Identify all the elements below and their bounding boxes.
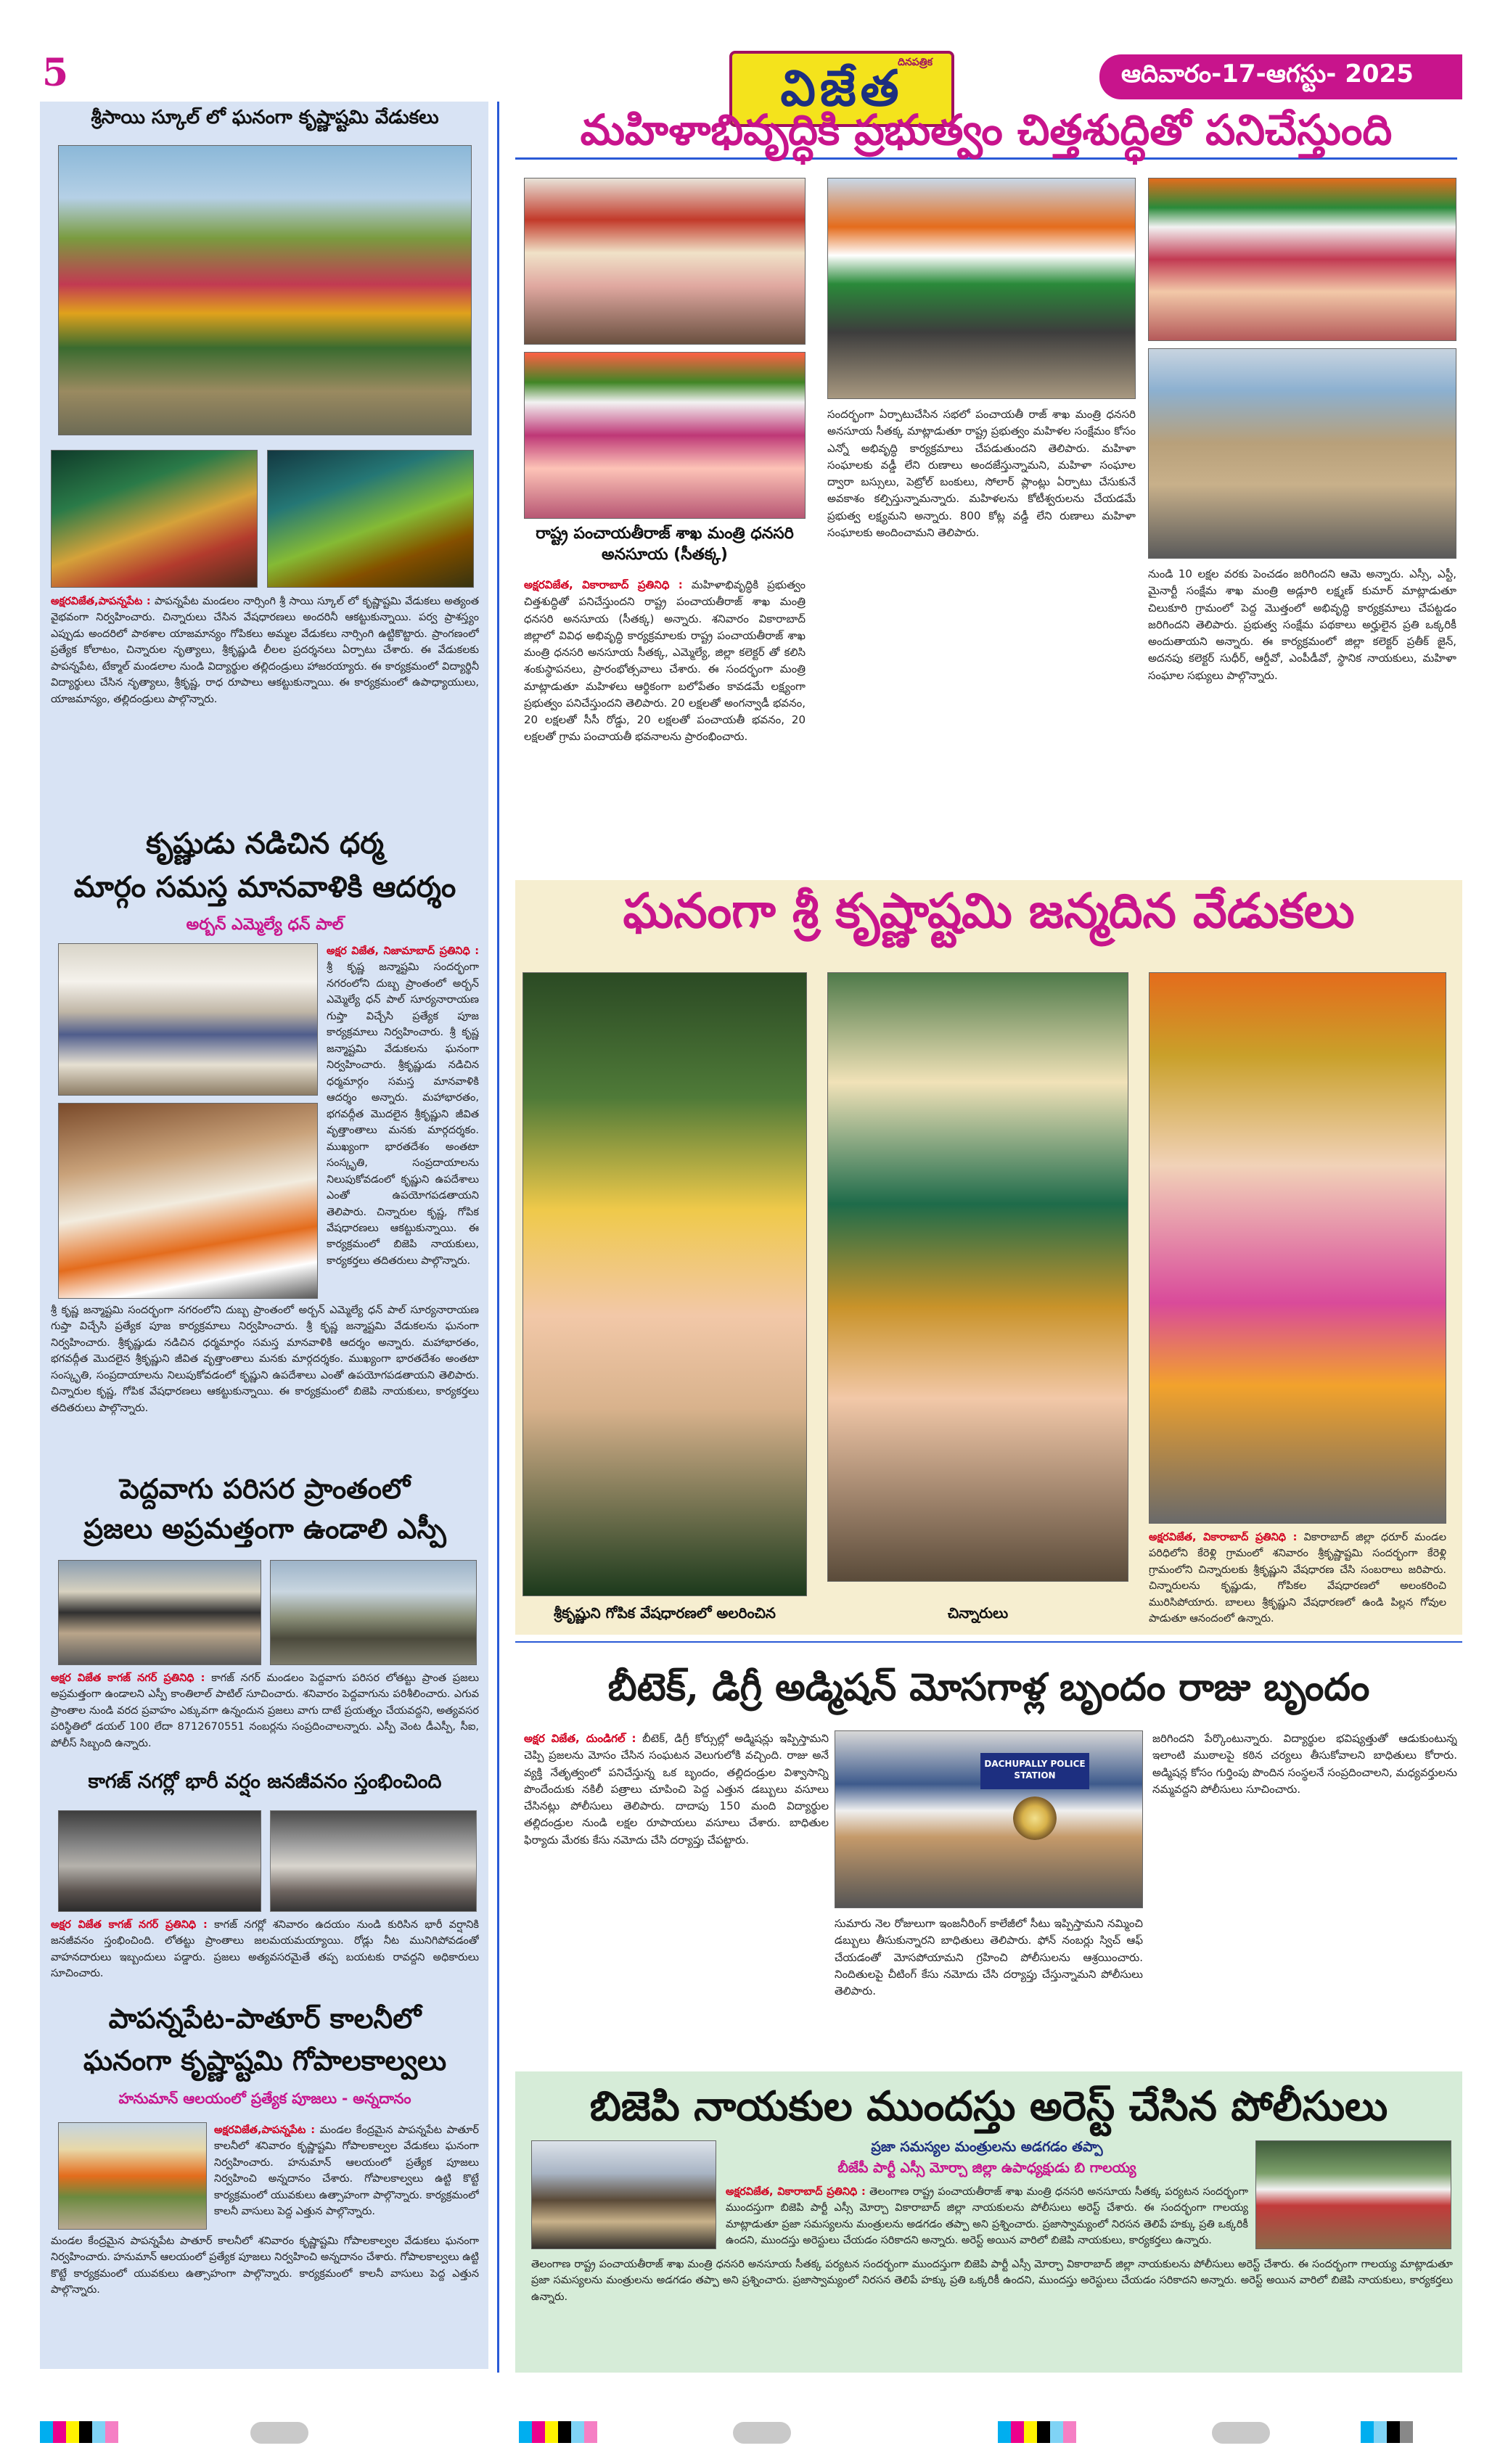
- btech-col2: సుమారు నెల రోజులుగా ఇంజనీరింగ్ కాలేజీలో సీటు ఇప్పిస్తామని నమ్మించి డబ్బులు తీసుకున్నారని బాధితులు తెలిపారు. ఫోన్ నంబర్లు స్విచ్ ఆఫ్ చేయడంతో మోసపోయామని గ్రహించి పోలీసులను ఆశ్రయించారు. నిందితులపై చీటింగ్ కేసు నమోదు చేసి దర్యాప్తు చేస్తున్నామని పోలీసులు తెలిపారు.: [835, 1917, 1143, 1997]
- story2-text: శ్రీ కృష్ణ జన్మాష్టమి సందర్భంగా నగరంలోని దుబ్బ ప్రాంతంలో అర్బన్ ఎమ్మెల్యే ధన్ పాల్ సూర్యనారాయణ గుప్తా విచ్చేసి ప్రత్యేక పూజ కార్యక్రమాలు నిర్వహించారు. శ్రీ కృష్ణ జన్మాష్టమి వేడుకలను ఘనంగా నిర్వహించారు. శ్రీకృష్ణుడు నడిచిన ధర్మమార్గం సమస్త మానవాళికి ఆదర్శం అన్నారు. మహాభారతం, భగవద్గీత మొదలైన శ్రీకృష్ణుని జీవిత వృత్తాంతాలు మనకు మార్గదర్శకం. ముఖ్యంగా భారతదేశం అంతటా సంస్కృతి, సంప్రదాయాలను నిలుపుకోవడంలో కృష్ణుని ఉపదేశాలు ఎంతో ఉపయోగపడతాయని తెలిపారు. చిన్నారుల కృష్ణ, గోపిక వేషధారణలు ఆకట్టుకున్నాయి. ఈ కార్యక్రమంలో బిజెపి నాయకులు, కార్యకర్తలు తదితరులు పాల్గొన్నారు.: [327, 961, 479, 1267]
- bjp-text: తెలంగాణ రాష్ట్ర పంచాయతీరాజ్ శాఖ మంత్రి ధనసరి అనసూయ సీతక్క పర్యటన సందర్భంగా ముందస్తుగా బిజెపి పార్టీ ఎస్సీ మోర్చా వికారాబాద్ జిల్లా నాయకులను పోలీసులు అరెస్ట్ చేశారు. ఈ సందర్భంగా గాలయ్య మాట్లాడుతూ ప్రజా సమస్యలను మంత్రులను అడగడం తప్పా అని ప్రశ్నించారు. ప్రజాస్వామ్యంలో నిరసన తెలిపే హక్కు ప్రతి ఒక్కరికీ ఉందని, ముందస్తు అరెస్టులు చేయడం సరికాదని అన్నారు. అరెస్ట్ అయిన వారిలో బిజెపి నాయకులు, కార్యకర్తలు ఉన్నారు.: [726, 2186, 1248, 2247]
- btech-col1: [524, 1730, 829, 2057]
- stage-performance-photo: [267, 450, 474, 588]
- bjp-body-continued: తెలంగాణ రాష్ట్ర పంచాయతీరాజ్ శాఖ మంత్రి ధనసరి అనసూయ సీతక్క పర్యటన సందర్భంగా ముందస్తుగా బిజెపి పార్టీ ఎస్సీ మోర్చా వికారాబాద్ జిల్లా నాయకులను పోలీసులు అరెస్ట్ చేశారు. ఈ సందర్భంగా గాలయ్య మాట్లాడుతూ ప్రజా సమస్యలను మంత్రులను అడగడం తప్పా అని ప్రశ్నించారు. ప్రజాస్వామ్యంలో నిరసన తెలిపే హక్కు ప్రతి ఒక్కరికీ ఉందని, ముందస్తు అరెస్టులు చేయడం సరికాదని అన్నారు. అరెస్ట్ అయిన వారిలో బిజెపి నాయకులు, కార్యకర్తలు ఉన్నారు.: [531, 2259, 1453, 2303]
- mahila-col2: సందర్భంగా ఏర్పాటుచేసిన సభలో పంచాయతీ రాజ్ శాఖ మంత్రి ధనసరి అనసూయ సీతక్క మాట్లాడుతూ రాష్ట్ర ప్రభుత్వం మహిళల సంక్షేమం కోసం ఎన్నో అభివృద్ధి కార్యక్రమాలు చేపడుతుందని తెలిపారు. మహిళా సంఘాలకు వడ్డీ లేని రుణాలు అందజేస్తున్నామని, మహిళా సంఘాల ద్వారా బస్సులు, పెట్రోల్ బంకులు, సోలార్ ప్లాంట్లు ఏర్పాటు చేసుకునే అవకాశం కల్పిస్తున్నామన్నారు. మహిళలను కోటీశ్వరులను చేయడమే ప్రభుత్వ లక్ష్యమని అన్నారు. 800 కోట్ల వడ్డీ లేని రుణాలు మహిళా సంఘాలకు అందించామని తెలిపారు.: [827, 408, 1136, 539]
- flag-hoisting-photo: [827, 178, 1136, 399]
- story5-text: మండల కేంద్రమైన పాపన్నపేట పాతూర్ కాలనీలో శనివారం కృష్ణాష్టమి గోపాలకాల్వల వేడుకలు ఘనంగా నిర్వహించారు. హనుమాన్ ఆలయంలో ప్రత్యేక పూజలు నిర్వహించి అన్నదానం చేశారు. గోపాలకాల్వలు ఉట్టి కొట్టే కార్యక్రమంలో యువకులు ఉత్సాహంగా పాల్గొన్నారు. కార్యక్రమంలో కాలనీ వాసులు పెద్ద ఎత్తున పాల్గొన్నారు.: [214, 2124, 479, 2218]
- story3-body: [51, 1670, 479, 1761]
- police-logo: [1013, 1796, 1057, 1840]
- minister-meeting-photo: [524, 178, 806, 345]
- mla-puja-photo: [58, 1103, 318, 1299]
- krishna-body: [1149, 1529, 1446, 1631]
- story1-title: శ్రీసాయి స్కూల్ లో ఘనంగా కృష్ణాష్టమి వేడుకలు: [91, 107, 439, 128]
- police-station-sign: DACHUPALLY POLICE STATION: [980, 1753, 1089, 1789]
- masthead-tag: దినపత్రిక: [898, 57, 933, 68]
- mahila-byline: అక్షరవిజేత, వికారాబాద్ ప్రతినిధి :: [524, 578, 683, 591]
- mahila-banner: [515, 102, 1457, 160]
- police-march-photo: [1148, 348, 1456, 559]
- mahila-col1: [524, 577, 806, 871]
- arrest-photo-1: [531, 2140, 716, 2249]
- story2-title-line2: మార్గం సమస్త మానవాళికి ఆదర్శం: [73, 870, 456, 904]
- section-divider: [515, 1641, 1462, 1643]
- story2-body-continued: శ్రీ కృష్ణ జన్మాష్టమి సందర్భంగా నగరంలోని దుబ్బ ప్రాంతంలో అర్బన్ ఎమ్మెల్యే ధన్ పాల్ సూర్యనారాయణ గుప్తా విచ్చేసి ప్రత్యేక పూజ కార్యక్రమాలు నిర్వహించారు. శ్రీ కృష్ణ జన్మాష్టమి వేడుకలను ఘనంగా నిర్వహించారు. శ్రీకృష్ణుడు నడిచిన ధర్మమార్గం సమస్త మానవాళికి ఆదర్శం అన్నారు. మహాభారతం, భగవద్గీత మొదలైన శ్రీకృష్ణుని జీవిత వృత్తాంతాలు మనకు మార్గదర్శకం. ముఖ్యంగా భారతదేశం అంతటా సంస్కృతి, సంప్రదాయాలను నిలుపుకోవడంలో కృష్ణుని ఉపదేశాలు ఎంతో ఉపయోగపడతాయని తెలిపారు. చిన్నారుల కృష్ణ, గోపిక వేషధారణలు ఆకట్టుకున్నాయి. ఈ కార్యక్రమంలో బిజెపి నాయకులు, కార్యకర్తలు తదితరులు పాల్గొన్నారు.: [51, 1305, 479, 1414]
- cmyk-bar-3: [998, 2421, 1076, 2443]
- story2-subtitle: అర్బన్ ఎమ్మెల్యే ధన్ పాల్: [186, 916, 344, 934]
- page-number: 5: [42, 51, 69, 95]
- cmyk-bar-1: [40, 2421, 118, 2443]
- krishna-byline: అక్షరవిజేత, వికారాబాద్ ప్రతినిధి :: [1149, 1532, 1298, 1543]
- minister-caption: [524, 524, 806, 565]
- child-krishna-photo-1: [522, 972, 807, 1596]
- bjp-body-side: [726, 2184, 1248, 2249]
- child-krishna-photo-2: [1149, 972, 1446, 1524]
- krishna-caption1: శ్రీకృష్ణుని గోపిక వేషధారణలో అలరించిన: [554, 1604, 776, 1622]
- story5-body-continued: మండల కేంద్రమైన పాపన్నపేట పాతూర్ కాలనీలో శనివారం కృష్ణాష్టమి గోపాలకాల్వల వేడుకలు ఘనంగా నిర్వహించారు. హనుమాన్ ఆలయంలో ప్రత్యేక పూజలు నిర్వహించి అన్నదానం చేశారు. గోపాలకాల్వలు ఉట్టి కొట్టే కార్యక్రమంలో యువకులు ఉత్సాహంగా పాల్గొన్నారు. కార్యక్రమంలో కాలనీ వాసులు పెద్ద ఎత్తున పాల్గొన్నారు.: [51, 2235, 479, 2296]
- dateline: ఆదివారం-17-ఆగస్టు- 2025: [1099, 54, 1462, 99]
- story2-byline: అక్షర విజేత, నిజామాబాద్ ప్రతినిధి :: [327, 945, 479, 957]
- story5-body-side: [214, 2122, 479, 2230]
- story4-text: కాగజ్ నగర్లో శనివారం ఉదయం నుండి కురిసిన భారీ వర్షానికి జనజీవనం స్తంభించింది. లోతట్టు ప్రాంతాలు జలమయమయ్యాయి. రోడ్లు నీట మునిగిపోవడంతో వాహనదారులు ఇబ్బందులు పడ్డారు. ప్రజలు అత్యవసరమైతే తప్ప బయటకు రావద్దని అధికారులు సూచించారు.: [51, 1919, 479, 1980]
- temple-puja-photo: [58, 2122, 207, 2230]
- police-station-photo: [835, 1730, 1143, 1908]
- story5-byline: అక్షరవిజేత,పాపన్నపేట :: [214, 2124, 316, 2136]
- reg-oval-1: [250, 2422, 308, 2444]
- story3-title-line1: పెద్దవాగు పరిసర ప్రాంతంలో: [119, 1472, 411, 1505]
- rain-street-photo: [58, 1810, 261, 1912]
- print-registration-marks: [0, 2412, 1500, 2464]
- bjp-byline: అక్షరవిజేత, వికారాబాద్ ప్రతినిధి :: [726, 2186, 866, 2198]
- rain-road-photo: [270, 1810, 477, 1912]
- story3-byline: అక్షర విజేత కాగజ్ నగర్ ప్రతినిధి :: [51, 1672, 205, 1684]
- bjp-subtitle2: బీజేపీ పార్టీ ఎస్సీ మోర్చా జిల్లా ఉపాధ్యక్షుడు బి గాలయ్య: [837, 2160, 1136, 2176]
- arrest-photo-2: [1255, 2140, 1451, 2249]
- school-celebration-photo: [58, 145, 472, 435]
- mahila-col3: నుండి 10 లక్షల వరకు పెంచడం జరిగిందని ఆమె అన్నారు. ఎస్సీ, ఎస్టీ, మైనార్టీ సంక్షేమ శాఖ మంత్రి అడ్లూరి లక్ష్మణ్ కుమార్ మాట్లాడుతూ చిలుకూరి గ్రామంలో పెద్ద మొత్తంలో అభివృద్ధి కార్యక్రమాలు చేపట్టడం జరిగిందని తెలిపారు. ప్రభుత్వ సంక్షేమ పథకాలు అర్హులైన ప్రతి ఒక్కరికీ అందుతాయని అన్నారు. ఈ కార్యక్రమంలో జిల్లా కలెక్టర్ ప్రతీక్ జైన్, అదనపు కలెక్టర్ సుధీర్, ఆర్డీవో, ఎంపీడీవో, స్థానిక నాయకులు, మహిళా సంఘాల సభ్యులు పాల్గొన్నారు.: [1148, 567, 1456, 682]
- story5-title-line2: ఘనంగా కృష్ణాష్టమి గోపాలకాల్వలు: [83, 2044, 447, 2077]
- reg-oval-3: [1212, 2422, 1270, 2444]
- bjp-title: బిజెపి నాయకుల ముందస్తు అరెస్ట్ చేసిన పోలీసులు: [589, 2082, 1388, 2130]
- masthead-title: విజేత: [780, 59, 903, 118]
- krishna-caption2: చిన్నారులు: [947, 1604, 1009, 1622]
- stage-dignitaries-photo: [1148, 178, 1456, 341]
- mahila-col1-text: మహిళాభివృద్ధికి ప్రభుత్వం చిత్తశుద్ధితో పనిచేస్తుందని రాష్ట్ర పంచాయతీరాజ్ శాఖ మంత్రి ధనసరి అనసూయ (సీతక్క) అన్నారు. శనివారం వికారాబాద్ జిల్లాలో వివిధ అభివృద్ధి కార్యక్రమాలకు రాష్ట్ర పంచాయతీరాజ్ శాఖ మంత్రి ధనసరి అనసూయ సీతక్క, ఎమ్మెల్యే, జిల్లా కలెక్టర్ తో కలిసి శంకుస్థాపనలు, ప్రారంభోత్సవాలు చేశారు. ఈ సందర్భంగా మంత్రి మాట్లాడుతూ మహిళలు ఆర్థికంగా బలోపేతం కావడమే లక్ష్యంగా ప్రభుత్వం పనిచేస్తుందని తెలిపారు. 20 లక్షలతో అంగన్వాడీ భవనం, 20 లక్షలతో సీసీ రోడ్డు, 20 లక్షలతో పంచాయతీ భవనం, 20 లక్షలతో గ్రామ పంచాయతీ భవనాలను ప్రారంభించారు.: [524, 578, 806, 744]
- story4-byline: అక్షర విజేత కాగజ్ నగర్ ప్రతినిధి :: [51, 1919, 208, 1931]
- caption-line2: అనసూయ (సీతక్క): [602, 545, 728, 564]
- story5-title-line1: పాపన్నపేట-పాతూర్ కాలనీలో: [108, 2002, 422, 2034]
- krishna-title: ఘనంగా శ్రీ కృష్ణాష్టమి జన్మదిన వేడుకలు: [623, 882, 1355, 939]
- btech-byline: అక్షర విజేత, దుండిగల్ :: [524, 1732, 636, 1745]
- minister-inauguration-photo: [524, 352, 806, 519]
- bjp-subtitle1: ప్రజా సమస్యల మంత్రులను అడగడం తప్పా: [871, 2139, 1103, 2155]
- column-divider: [497, 102, 499, 2373]
- caption-line1: రాష్ట్ర పంచాయతీరాజ్ శాఖ మంత్రి ధనసరి: [536, 525, 794, 543]
- story5-subtitle: హనుమాన్ ఆలయంలో ప్రత్యేక పూజలు - అన్నదానం: [118, 2090, 411, 2107]
- story2-body-side: [327, 943, 479, 1299]
- sp-inspection-photo: [58, 1560, 261, 1665]
- children-gopika-photo: [827, 972, 1128, 1582]
- mahila-title: మహిళాభివృద్ధికి ప్రభుత్వం చిత్తశుద్ధితో పనిచేస్తుంది: [580, 105, 1393, 155]
- krishna-banner: [515, 880, 1462, 953]
- river-flood-photo: [270, 1560, 477, 1665]
- btech-col1-text: బీటెక్, డిగ్రీ కోర్సుల్లో అడ్మిషన్లు ఇప్పిస్తామని చెప్పి ప్రజలను మోసం చేసిన సంఘటన వెలుగులోకి వచ్చింది. రాజు అనే వ్యక్తి నేతృత్వంలో పనిచేస్తున్న ఒక బృందం, తల్లిదండ్రుల విశ్వాసాన్ని పొందేందుకు నకిలీ పత్రాలు చూపించి పెద్ద ఎత్తున డబ్బులు వసూలు చేసినట్లు పోలీసులు తెలిపారు. దాదాపు 150 మంది విద్యార్థుల తల్లిదండ్రుల నుండి లక్షల రూపాయలు వసూలు చేశారు. బాధితుల ఫిర్యాదు మేరకు కేసు నమోదు చేసి దర్యాప్తు చేపట్టారు.: [524, 1732, 829, 1847]
- story4-body: [51, 1917, 479, 1993]
- story3-title-line2: ప్రజలు అప్రమత్తంగా ఉండాలి ఎస్పీ: [83, 1512, 446, 1545]
- story1-text: పాపన్నపేట మండలం నార్సింగి శ్రీ సాయి స్కూల్ లో కృష్ణాష్టమి వేడుకలు అత్యంత వైభవంగా నిర్వహించారు. చిన్నారులు చేసిన వేషధారణలు అందరినీ ఆకట్టుకున్నాయి. పర్వ ప్రాశస్త్యం ఎప్పుడు అందరిలో పాఠశాల యాజమాన్యం గోపికలు అమ్మల వేడుకలు నార్సింగి ఉట్టికొట్టారు. ప్రాంగణంలో ప్రత్యేక కోలాటం, చిన్నారుల నృత్యాలు, శ్రీకృష్ణుడి లీలల ప్రదర్శనలు ఏర్పాటు చేశారు. ఈ వేడుకలకు పాపన్నపేట, టేక్మాల్ మండలాల నుండి విద్యార్థుల తల్లిదండ్రులు హాజరయ్యారు. ఈ కార్యక్రమంలో విద్యార్థినీ విద్యార్థులు చేసిన నృత్యాలు, శ్రీకృష్ణ, రాధ రూపాలు ఆకట్టుకున్నాయి. ఈ కార్యక్రమంలో ఉపాధ్యాయులు, యాజమాన్యం, తల్లిదండ్రులు పాల్గొన్నారు.: [51, 596, 479, 705]
- krishna-text: వికారాబాద్ జిల్లా ధరూర్ మండల పరిధిలోని కేరెళ్లి గ్రామంలో శనివారం శ్రీకృష్ణాష్టమి సందర్భంగా కేరెళ్లి గ్రామంలోని చిన్నారులకు శ్రీకృష్ణుని వేషధారణ చేసి సంబరాలు జరిపారు. చిన్నారులను కృష్ణుడు, గోపికల వేషధారణలో అలంకరించి మురిసిపోయారు. బాలలు శ్రీకృష్ణుని వేషధారణలో ఉండి పిల్లన గోవుల పాడుతూ ఆనందంలో ఉన్నారు.: [1149, 1532, 1446, 1625]
- story1-byline: అక్షరవిజేత,పాపన్నపేట :: [51, 596, 151, 607]
- btech-col3: జరిగిందని పేర్కొంటున్నారు. విద్యార్థుల భవిష్యత్తుతో ఆడుకుంటున్న ఇలాంటి ముఠాలపై కఠిన చర్యలు తీసుకోవాలని బాధితులు కోరారు. అడ్మిషన్ల కోసం గుర్తింపు పొందిన సంస్థలనే సంప్రదించాలని, మధ్యవర్తులను నమ్మవద్దని పోలీసులు సూచించారు.: [1152, 1732, 1457, 1796]
- mla-meeting-photo: [58, 943, 318, 1096]
- reg-oval-2: [733, 2422, 791, 2444]
- stage-dance-photo: [51, 450, 258, 588]
- story2-title-line1: కృష్ణుడు నడిచిన ధర్మ: [146, 826, 384, 861]
- btech-title: బీటెక్, డిగ్రీ అడ్మిషన్ మోసగాళ్ల బృందం రాజు బృందం: [607, 1665, 1370, 1709]
- story4-title: కాగజ్ నగర్లో భారీ వర్షం జనజీవనం స్తంభించింది: [88, 1770, 442, 1793]
- story1-body: [51, 594, 479, 833]
- cmyk-bar-2: [519, 2421, 597, 2443]
- cmyk-bar-4: [1361, 2421, 1413, 2443]
- story3-text: కాగజ్ నగర్ మండలం పెద్దవాగు పరిసర లోతట్టు ప్రాంత ప్రజలు అప్రమత్తంగా ఉండాలని ఎస్పీ కాంతిలాల్ పాటిల్ సూచించారు. శనివారం పెద్దవాగును పరిశీలించారు. ఎగువ ప్రాంతాల నుండి వరద ప్రవాహం ఎక్కువగా ఉన్నందున ప్రజలు వాగు దాటే ప్రయత్నం చేయవద్దని, అత్యవసర పరిస్థితిలో డయల్ 100 లేదా 8712670551 నంబర్లను సంప్రదించాలన్నారు. ఎస్పీ వెంట డీఎస్పీ, సీఐ, పోలీస్ సిబ్బంది ఉన్నారు.: [51, 1672, 479, 1749]
